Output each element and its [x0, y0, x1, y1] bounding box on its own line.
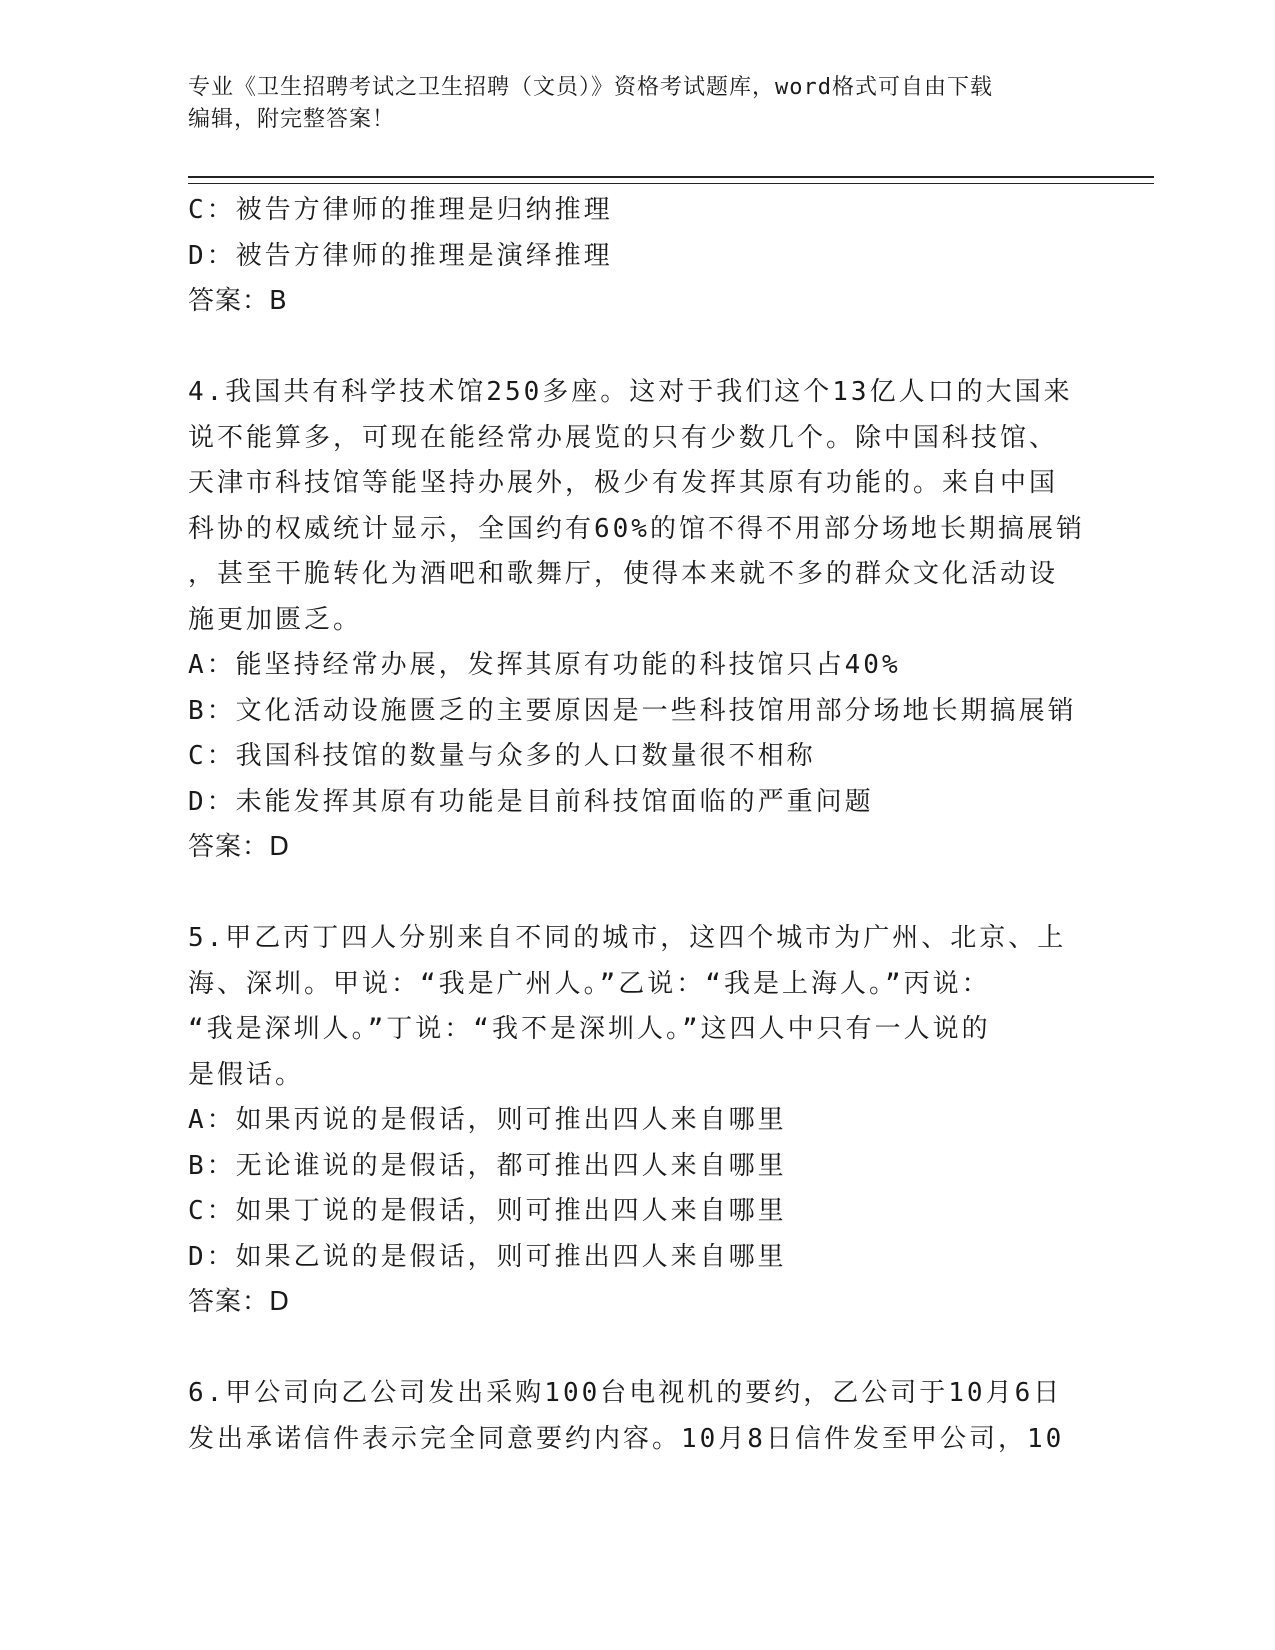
- answer-line: 答案：D: [188, 832, 291, 862]
- question-text-line: 6.甲公司向乙公司发出采购100台电视机的要约，乙公司于10月6日: [188, 1378, 1063, 1408]
- header-line-1: 专业《卫生招聘考试之卫生招聘（文员）》资格考试题库，word格式可自由下载: [188, 75, 993, 100]
- option-line: D：未能发挥其原有功能是目前科技馆面临的严重问题: [188, 786, 874, 817]
- question-text-line: “我是深圳人。”丁说：“我不是深圳人。”这四人中只有一人说的: [188, 1014, 991, 1044]
- spacer: [188, 325, 1088, 371]
- answer-line: 答案：D: [188, 1287, 291, 1317]
- question-6-block: [188, 1371, 1088, 1462]
- question-text-line: 5.甲乙丙丁四人分别来自不同的城市，这四个城市为广州、北京、上: [188, 923, 1067, 953]
- question-content: [188, 188, 1088, 1462]
- option-line: B：无论谁说的是假话，都可推出四人来自哪里: [188, 1150, 787, 1181]
- header-line-2: 编辑，附完整答案！: [188, 107, 396, 132]
- option-line: B：文化活动设施匮乏的主要原因是一些科技馆用部分场地长期搞展销: [188, 695, 1077, 726]
- question-text-line: 说不能算多，可现在能经常办展览的只有少数几个。除中国科技馆、: [188, 422, 1059, 453]
- question-text-line: 科协的权威统计显示，全国约有60%的馆不得不用部分场地长期搞展销: [188, 513, 1085, 544]
- header-rule-thin: [188, 183, 1154, 184]
- question-4-block: [188, 370, 1088, 871]
- question-3-block: [188, 188, 1088, 325]
- option-line: A：能坚持经常办展，发挥其原有功能的科技馆只占40%: [188, 650, 901, 680]
- question-text-line: ，甚至干脆转化为酒吧和歌舞厅，使得本来就不多的群众文化活动设: [188, 559, 1059, 589]
- spacer: [188, 1326, 1088, 1372]
- document-header: [188, 72, 1068, 136]
- question-text-line: 4.我国共有科学技术馆250多座。这对于我们这个13亿人口的大国来: [188, 377, 1073, 407]
- option-line: A：如果丙说的是假话，则可推出四人来自哪里: [188, 1105, 787, 1135]
- spacer: [188, 871, 1088, 917]
- question-text-line: 是假话。: [188, 1059, 305, 1090]
- question-text-line: 海、深圳。甲说：“我是广州人。”乙说：“我是上海人。”丙说：: [188, 968, 991, 999]
- question-text-line: 天津市科技馆等能坚持办展外，极少有发挥其原有功能的。来自中国: [188, 468, 1059, 498]
- option-line: C：如果丁说的是假话，则可推出四人来自哪里: [188, 1196, 787, 1226]
- option-line: C：被告方律师的推理是归纳推理: [188, 195, 613, 225]
- question-5-block: [188, 916, 1088, 1326]
- header-rule-thick: [188, 176, 1154, 178]
- question-text-line: 施更加匮乏。: [188, 604, 363, 635]
- option-line: D：被告方律师的推理是演绎推理: [188, 240, 613, 271]
- option-line: C：我国科技馆的数量与众多的人口数量很不相称: [188, 741, 816, 771]
- answer-line: 答案：B: [188, 286, 288, 316]
- option-line: D：如果乙说的是假话，则可推出四人来自哪里: [188, 1241, 787, 1272]
- question-text-line: 发出承诺信件表示完全同意要约内容。10月8日信件发至甲公司，10: [188, 1423, 1065, 1454]
